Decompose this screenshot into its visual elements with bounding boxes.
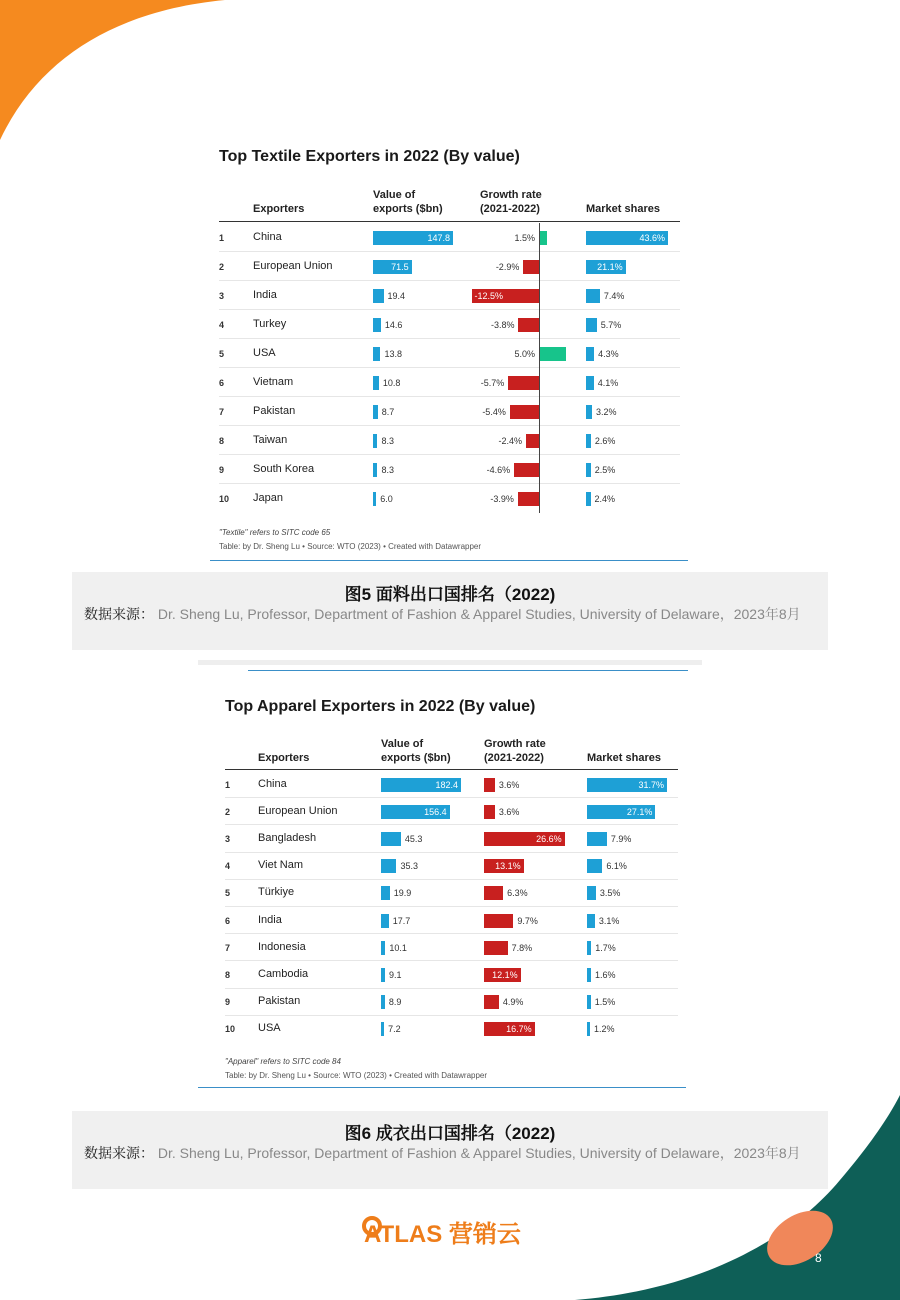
table-row: [225, 934, 678, 961]
rank-number: 9: [219, 464, 225, 475]
value-bar: [373, 376, 379, 390]
growth-label: 13.1%: [495, 861, 521, 872]
table-note: "Apparel" refers to SITC code 84: [225, 1057, 341, 1066]
growth-bar: [510, 405, 539, 419]
share-bar: [587, 995, 591, 1009]
rank-number: 7: [225, 942, 231, 953]
growth-label: 1.5%: [514, 232, 535, 243]
country-name: Taiwan: [253, 433, 288, 446]
rank-number: 5: [219, 348, 225, 359]
share-label: 4.3%: [598, 348, 619, 359]
table-bottom-rule: [198, 1087, 686, 1088]
table-row: [225, 853, 678, 880]
growth-bar: [539, 347, 566, 361]
table-source: Table: by Dr. Sheng Lu • Source: WTO (2023) • Created with Datawrapper: [225, 1071, 488, 1080]
value-label: 8.3: [381, 464, 394, 475]
share-bar: [586, 289, 600, 303]
table-bottom-rule: [210, 560, 688, 561]
col-header-share: Market shares: [586, 203, 660, 215]
table-row: [219, 223, 680, 252]
value-label: 8.7: [381, 406, 395, 417]
value-label: 14.6: [384, 319, 403, 330]
value-bar: [381, 941, 385, 955]
figure-5-source: [84, 604, 804, 624]
share-bar: [586, 492, 591, 506]
value-bar: [373, 318, 381, 332]
share-label: 5.7%: [600, 319, 622, 330]
country-name: Turkey: [253, 317, 287, 330]
country-name: India: [253, 288, 277, 301]
growth-bar: [508, 376, 539, 390]
share-bar: [587, 914, 595, 928]
value-bar: [373, 434, 377, 448]
table-row: [225, 961, 678, 988]
share-label: 6.1%: [606, 861, 627, 872]
country-name: Japan: [253, 491, 283, 504]
growth-label: 9.7%: [517, 915, 538, 926]
rank-number: 8: [219, 435, 225, 446]
apparel-exporters-table: [198, 660, 702, 1090]
country-name: USA: [253, 346, 276, 359]
country-name: South Korea: [253, 462, 315, 475]
table-top-shadow: [198, 660, 702, 665]
share-label: 3.1%: [598, 915, 620, 926]
country-name: Türkiye: [258, 886, 295, 899]
share-label: 21.1%: [597, 261, 623, 272]
growth-label: 6.3%: [507, 888, 528, 899]
table-row: [219, 310, 680, 339]
table-source: Table: by Dr. Sheng Lu • Source: WTO (2023) • Created with Datawrapper: [219, 542, 482, 551]
growth-label: 5.0%: [514, 348, 535, 359]
growth-bar: [539, 231, 547, 245]
growth-label: 26.6%: [536, 833, 562, 844]
value-label: 71.5: [391, 261, 409, 272]
col-header-exporters: Exporters: [258, 752, 310, 764]
share-bar: [587, 859, 602, 873]
source-text: Dr. Sheng Lu, Professor, Department of Fashion & Apparel Studies, University of Delaware，2023年8月: [157, 1145, 801, 1161]
value-bar: [381, 832, 401, 846]
growth-bar: [514, 463, 539, 477]
growth-label: -2.4%: [498, 435, 523, 446]
table-row: [225, 825, 678, 852]
share-label: 7.9%: [610, 833, 632, 844]
share-label: 43.6%: [639, 232, 665, 243]
share-label: 1.6%: [595, 969, 616, 980]
table-title: Top Textile Exporters in 2022 (By value): [219, 148, 520, 165]
table-row: [225, 771, 678, 798]
share-bar: [586, 405, 592, 419]
col-header-share: Market shares: [587, 752, 661, 764]
value-label: 182.4: [435, 779, 458, 790]
growth-label: -4.6%: [486, 464, 511, 475]
growth-label: 4.9%: [502, 997, 524, 1008]
rank-number: 6: [225, 915, 231, 926]
rank-number: 2: [219, 261, 225, 272]
growth-label: -3.8%: [490, 319, 515, 330]
share-label: 3.5%: [599, 888, 621, 899]
table-title: Top Apparel Exporters in 2022 (By value): [225, 698, 536, 715]
value-label: 35.3: [400, 861, 418, 872]
table-row: [225, 907, 678, 934]
share-bar: [586, 318, 597, 332]
table-top-rule: [248, 670, 688, 671]
country-name: Indonesia: [258, 940, 306, 953]
value-label: 19.9: [393, 888, 412, 899]
value-bar: [373, 405, 378, 419]
rank-number: 3: [225, 833, 231, 844]
share-bar: [586, 434, 591, 448]
share-label: 1.5%: [594, 997, 616, 1008]
value-label: 45.3: [404, 833, 423, 844]
growth-bar: [484, 778, 495, 792]
brand-logo: ATLAS 营销云: [364, 1221, 521, 1248]
growth-bar: [518, 318, 539, 332]
value-label: 156.4: [424, 806, 447, 817]
country-name: European Union: [253, 259, 333, 272]
share-label: 4.1%: [597, 377, 619, 388]
growth-bar: [484, 805, 495, 819]
growth-label: -12.5%: [474, 290, 504, 301]
growth-bar: [484, 914, 513, 928]
source-lead: 数据来源：: [84, 606, 154, 622]
rank-number: 9: [225, 997, 231, 1008]
orange-corner-swoosh: [0, 0, 225, 140]
growth-bar: [484, 886, 503, 900]
table-row: [225, 880, 678, 907]
textile-exporters-table: [210, 140, 690, 562]
value-label: 19.4: [387, 290, 406, 301]
rank-number: 10: [225, 1024, 236, 1035]
growth-label: 3.6%: [498, 806, 520, 817]
value-label: 8.3: [381, 435, 394, 446]
share-bar: [587, 832, 607, 846]
country-name: European Union: [258, 804, 338, 817]
share-bar: [587, 1022, 590, 1036]
growth-label: 16.7%: [506, 1024, 532, 1035]
table-row: [225, 1016, 678, 1042]
share-label: 2.5%: [594, 464, 616, 475]
growth-bar: [484, 995, 499, 1009]
col-header-growth: Growth rate (2021-2022): [480, 189, 542, 215]
table-row: [219, 339, 680, 368]
value-label: 6.0: [380, 493, 393, 504]
share-label: 7.4%: [603, 290, 625, 301]
growth-bar: [484, 941, 508, 955]
share-bar: [586, 347, 594, 361]
rank-number: 4: [225, 861, 231, 872]
value-label: 9.1: [388, 969, 402, 980]
table-row: [219, 484, 680, 512]
growth-label: -5.4%: [482, 406, 506, 417]
rank-number: 1: [219, 232, 225, 243]
rank-number: 3: [219, 290, 225, 301]
table-row: [219, 426, 680, 455]
rank-number: 4: [219, 319, 225, 330]
value-label: 10.1: [389, 942, 407, 953]
value-bar: [373, 463, 377, 477]
share-label: 1.7%: [595, 942, 616, 953]
table-row: [225, 798, 678, 825]
value-label: 7.2: [388, 1024, 401, 1035]
value-bar: [381, 859, 396, 873]
growth-label: -5.7%: [480, 377, 505, 388]
growth-label: 7.8%: [511, 942, 533, 953]
share-label: 1.2%: [594, 1024, 615, 1035]
share-bar: [587, 886, 596, 900]
table-row: [219, 397, 680, 426]
share-bar: [587, 941, 591, 955]
value-bar: [381, 968, 385, 982]
share-label: 2.6%: [594, 435, 616, 446]
share-bar: [586, 376, 594, 390]
rank-number: 5: [225, 888, 231, 899]
source-lead: 数据来源：: [84, 1145, 154, 1161]
growth-label: -3.9%: [490, 493, 514, 504]
rank-number: 10: [219, 493, 230, 504]
country-name: Vietnam: [253, 375, 294, 388]
share-label: 2.4%: [594, 493, 616, 504]
col-header-value: Value of exports ($bn): [381, 738, 451, 764]
country-name: China: [253, 230, 282, 243]
value-bar: [373, 347, 380, 361]
header-rule: [219, 221, 680, 222]
value-label: 13.8: [384, 348, 402, 359]
col-header-exporters: Exporters: [253, 203, 305, 215]
col-header-growth: Growth rate (2021-2022): [484, 738, 546, 764]
figure-5-caption: [72, 572, 828, 650]
figure-5-title: 图5 面料出口国排名（2022): [344, 585, 556, 604]
value-label: 8.9: [388, 997, 402, 1008]
growth-label: 12.1%: [492, 969, 518, 980]
value-bar: [381, 914, 389, 928]
table-row: [219, 455, 680, 484]
table-row: [219, 368, 680, 397]
table-row: [225, 989, 678, 1016]
col-header-value: Value of exports ($bn): [373, 189, 443, 215]
value-label: 10.8: [382, 377, 401, 388]
country-name: Pakistan: [258, 995, 301, 1008]
growth-zero-axis: [539, 223, 540, 513]
country-name: Pakistan: [253, 404, 296, 417]
rank-number: 6: [219, 377, 225, 388]
source-text: Dr. Sheng Lu, Professor, Department of Fashion & Apparel Studies, University of Delaware，2023年8月: [157, 606, 801, 622]
value-bar: [381, 886, 390, 900]
table-note: "Textile" refers to SITC code 65: [219, 528, 331, 537]
country-name: Bangladesh: [258, 831, 317, 844]
value-label: 17.7: [392, 915, 411, 926]
value-bar: [373, 289, 384, 303]
country-name: Cambodia: [258, 967, 309, 980]
page-number: 8: [815, 1251, 822, 1265]
rank-number: 7: [219, 406, 225, 417]
growth-bar: [523, 260, 539, 274]
share-label: 31.7%: [638, 779, 664, 790]
growth-bar: [526, 434, 539, 448]
rank-number: 2: [225, 806, 231, 817]
figure-6-source: [84, 1143, 804, 1163]
figure-6-caption: [72, 1111, 828, 1189]
value-label: 147.8: [427, 232, 450, 243]
country-name: India: [258, 913, 282, 926]
figure-6-title: 图6 成衣出口国排名（2022): [344, 1124, 556, 1143]
value-bar: [373, 492, 376, 506]
country-name: Viet Nam: [258, 859, 304, 872]
table-row: [219, 252, 680, 281]
growth-bar: [518, 492, 539, 506]
share-label: 3.2%: [596, 406, 617, 417]
header-rule: [225, 769, 678, 770]
value-bar: [381, 1022, 384, 1036]
rank-number: 8: [225, 969, 231, 980]
value-bar: [381, 995, 385, 1009]
share-bar: [586, 463, 591, 477]
country-name: USA: [258, 1022, 281, 1035]
share-label: 27.1%: [626, 806, 653, 817]
share-bar: [587, 968, 591, 982]
growth-label: 3.6%: [498, 779, 520, 790]
table-row: [219, 281, 680, 310]
growth-label: -2.9%: [495, 261, 520, 272]
rank-number: 1: [225, 779, 231, 790]
country-name: China: [258, 777, 287, 790]
